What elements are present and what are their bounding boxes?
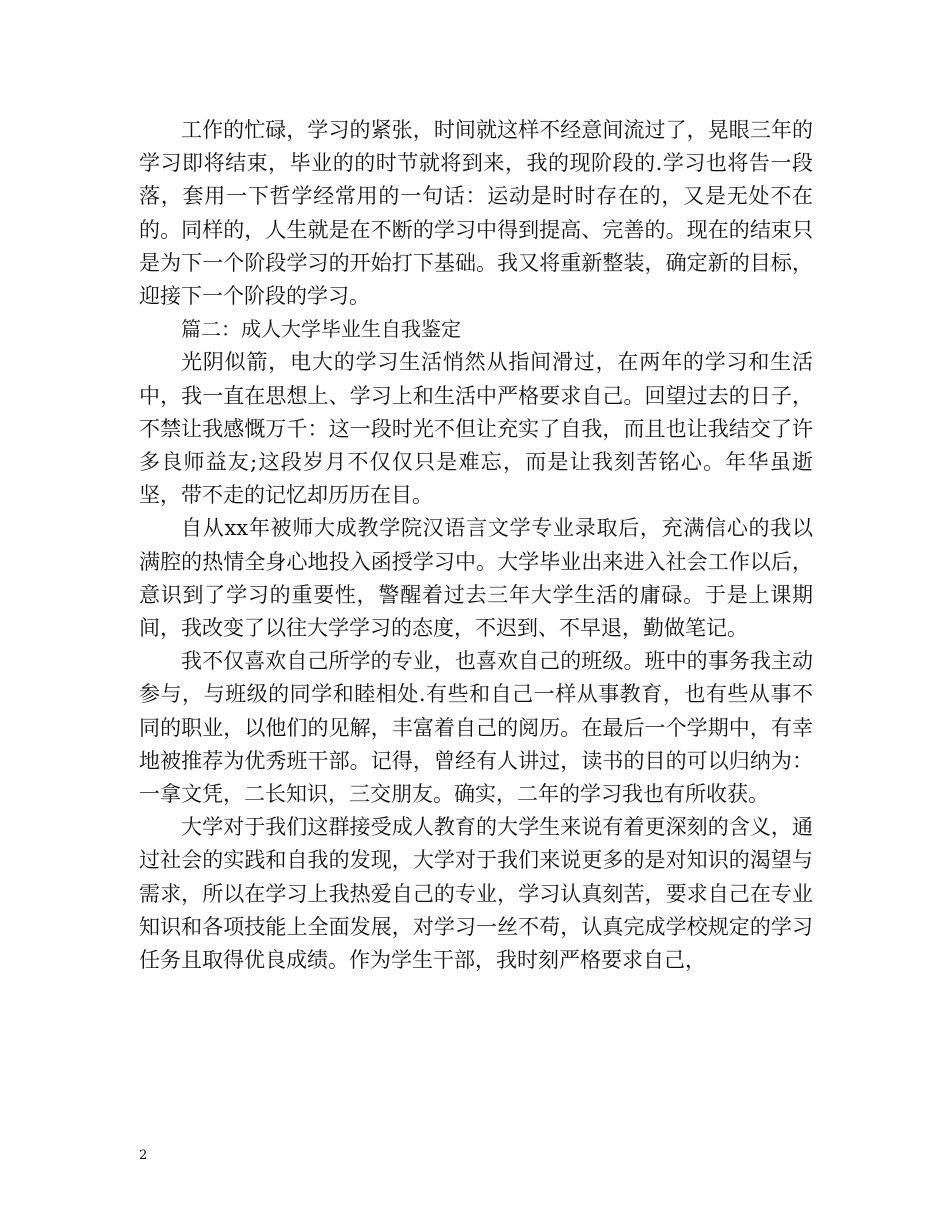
paragraph-enrollment: 自从xx年被师大成教学院汉语言文学专业录取后，充满信心的我以满腔的热情全身心地投入函授学习中。大学毕业出来进入社会工作以后，意识到了学习的重要性，警醒着过去三年大学生活的庸碌。于是上课期间，我改变了以往大学学习的态度，不迟到、不早退，勤做笔记。 (139, 516, 813, 641)
paragraph-intro: 工作的忙碌，学习的紧张，时间就这样不经意间流过了，晃眼三年的学习即将结束，毕业的的时节就将到来，我的现阶段的.学习也将告一段落，套用一下哲学经常用的一句话：运动是时时存在的，又是无处不在的。同样的，人生就是在不断的学习中得到提高、完善的。现在的结束只是为下一个阶段学习的开始打下基础。我又将重新整装，确定新的目标，迎接下一个阶段的学习。 (139, 118, 813, 309)
paragraph-university-meaning: 大学对于我们这群接受成人教育的大学生来说有着更深刻的含义，通过社会的实践和自我的发现，大学对于我们来说更多的是对知识的渴望与需求，所以在学习上我热爱自己的专业，学习认真刻苦，要求自己在专业知识和各项技能上全面发展，对学习一丝不苟，认真完成学校规定的学习任务且取得优良成绩。作为学生干部，我时刻严格要求自己， (139, 815, 813, 973)
page-number: 2 (139, 1148, 148, 1163)
paragraph-class-life: 我不仅喜欢自己所学的专业，也喜欢自己的班级。班中的事务我主动参与，与班级的同学和睦相处.有些和自己一样从事教育，也有些从事不同的职业，以他们的见解，丰富着自己的阅历。在最后一个学期中，有幸地被推荐为优秀班干部。记得，曾经有人讲过，读书的目的可以归纳为：一拿文凭，二长知识，三交朋友。确实，二年的学习我也有所收获。 (139, 649, 813, 807)
section-heading: 篇二：成人大学毕业生自我鉴定 (181, 317, 461, 342)
document-body (139, 114, 813, 977)
paragraph-reflection: 光阴似箭，电大的学习生活悄然从指间滑过，在两年的学习和生活中，我一直在思想上、学习上和生活中严格要求自己。回望过去的日子，不禁让我感慨万千：这一段时光不但让充实了自我，而且也让我结交了许多良师益友;这段岁月不仅仅只是难忘，而是让我刻苦铭心。年华虽逝坚，带不走的记忆却历历在目。 (139, 350, 813, 508)
